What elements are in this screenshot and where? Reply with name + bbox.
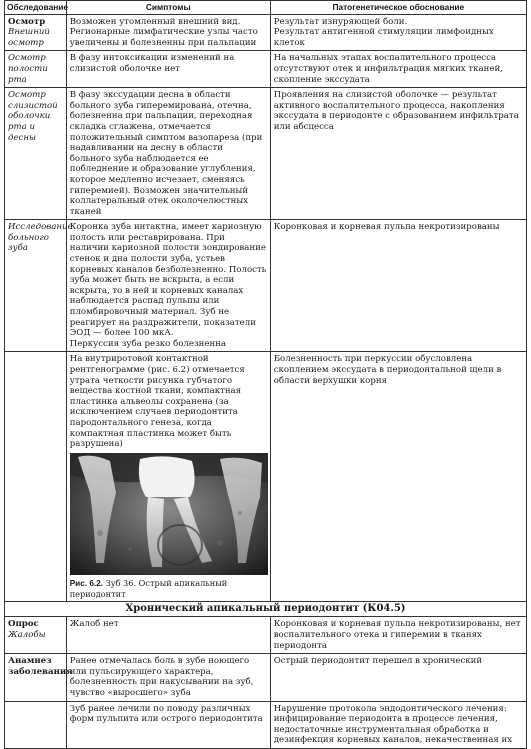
- exam-cell: [5, 701, 67, 748]
- figure-caption: [70, 578, 267, 599]
- basis-cell: Болезненность при перкуссии обусловлена скоплением экссудата в периодонтальной щели в области верхушки корня: [270, 352, 526, 601]
- figure-label: Рис. 6.2.: [69, 578, 103, 588]
- symptoms-cell: Коронка зуба интактна, имеет кариозную полость или реставрирована. При наличии кариозной полости зондирование стенок и дна полости зуба, устьев корневых каналов безболезненно. Полость зуба может быть не вскрыта, а если вскрыта, то в ней и корневых каналах наблюдается распад пульпы или пломбировочный материал. Зуб не реагирует на раздражители, показатели ЭОД — более 100 мкА. Перкуссия зуба резко болезненна: [66, 220, 270, 352]
- exam-cell: Исследование больного зуба: [5, 220, 67, 352]
- diagnostics-table: [4, 0, 527, 749]
- table-row: [5, 14, 527, 51]
- section-title: Хронический апикальный периодонтит (К04.5): [5, 601, 527, 617]
- basis-cell: Коронковая и корневая пульпа некротизированы: [270, 220, 526, 352]
- symptoms-cell: В фазу экссудации десна в области больного зуба гиперемирована, отечна, болезненна при пальпации, переходная складка сглажена, отмечается положительный симптом вазопареза (при надавливании на десну в области больного зуба наблюдается ее побледнение и образование углубления, которое медленно исчезает, сменяясь гиперемией). Возможен значительный коллатеральный отек околочелюстных тканей: [66, 88, 270, 220]
- table-row: [5, 701, 527, 748]
- basis-cell: На начальных этапах воспалительного процесса отсутствуют отек и инфильтрация мягких тканей, скопление экссудата: [270, 51, 526, 88]
- symptoms-cell: Ранее отмечалась боль в зубе ноющего или пульсирующего характера, болезненность при накусывании на зуб, чувство «выросшего» зуба: [66, 654, 270, 701]
- exam-cell: Осмотр слизистой оболочки рта и десны: [5, 88, 67, 220]
- xray-image: [70, 453, 268, 575]
- basis-cell: Нарушение протокола эндодонтического лечения: инфицирование периодонта в процессе лечения, недостаточные инструментальная обработка и дезинфекция корневых каналов, некачественная их: [270, 701, 526, 748]
- exam-cell: [5, 14, 67, 51]
- header-symptoms: Симптомы: [66, 1, 270, 15]
- table-row: [5, 51, 527, 88]
- exam-cell: Осмотр полости рта: [5, 51, 67, 88]
- table-row: [5, 88, 527, 220]
- symptoms-cell: Жалоб нет: [66, 617, 270, 654]
- exam-subtitle: Жалобы: [8, 629, 46, 640]
- header-exam: Обследование: [5, 1, 67, 15]
- table-row: [5, 617, 527, 654]
- table-header-row: [5, 1, 527, 15]
- basis-cell: Проявления на слизистой оболочке — результат активного воспалительного процесса, накопления экссудата в периодонте с образованием инфильтрата или абсцесса: [270, 88, 526, 220]
- header-basis: Патогенетическое обоснование: [270, 1, 526, 15]
- symptoms-cell: В фазу интоксикации изменений на слизистой оболочке нет: [66, 51, 270, 88]
- basis-cell: Результат изнуряющей боли. Результат антигенной стимуляции лимфоидных клеток: [270, 14, 526, 51]
- figure-caption-text: Зуб 36. Острый апикальный периодонтит: [69, 577, 228, 599]
- exam-title: Опрос: [8, 619, 39, 630]
- exam-title: Осмотр: [8, 16, 46, 27]
- section-row: [5, 601, 527, 617]
- basis-cell: Острый периодонтит перешел в хронический: [270, 654, 526, 701]
- table-row: [5, 220, 527, 352]
- symptoms-cell: Зуб ранее лечили по поводу различных форм пульпита или острого периодонтита: [66, 701, 270, 748]
- exam-cell: [5, 352, 67, 601]
- exam-title: Анамнез заболевания: [5, 654, 67, 701]
- exam-subtitle: Внешний осмотр: [8, 27, 50, 48]
- symptoms-cell: Возможен утомленный внешний вид. Регионарные лимфатические узлы часто увеличены и болезненны при пальпации: [66, 14, 270, 51]
- xray-description: На внутриротовой контактной рентгенограмме (рис. 6.2) отмечается утрата четкости рисунка губчатого вещества костной ткани, компактная пластинка альвеолы сохранена (за исключением случаев периодонтита пародонтального генеза, когда компактная пластинка может быть разрушена): [69, 354, 245, 450]
- symptoms-cell: [66, 352, 270, 601]
- exam-cell: [5, 617, 67, 654]
- table-row: [5, 654, 527, 701]
- table-row: [5, 352, 527, 601]
- basis-cell: Коронковая и корневая пульпа некротизированы, нет воспалительного отека и гиперемии в тканях периодонта: [270, 617, 526, 654]
